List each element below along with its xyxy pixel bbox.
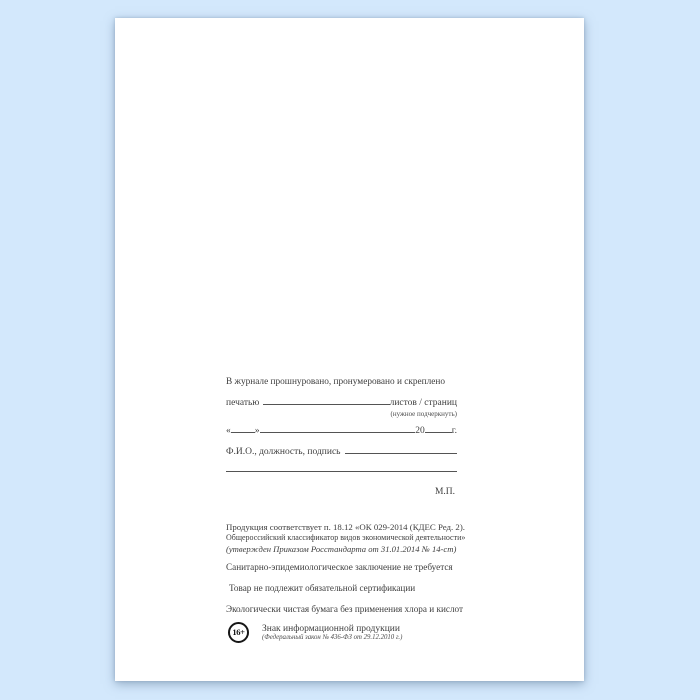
signer-label: Ф.И.О., должность, подпись <box>226 447 341 457</box>
year-prefix: 20 <box>415 426 425 436</box>
info-sign-label: Знак информационной продукции <box>262 624 400 634</box>
certification-text-block <box>226 18 466 681</box>
sanitary-statement: Санитарно-эпидемиологическое заключение не требуется <box>226 562 453 572</box>
product-compliance-line2: Общероссийский классификатор видов экономической деятельности» <box>226 533 466 542</box>
seal-sheets-row <box>226 398 457 409</box>
year-suffix: г. <box>451 426 457 436</box>
year-blank <box>425 429 452 433</box>
journal-back-page <box>115 18 584 681</box>
sheets-count-blank <box>263 401 389 405</box>
binding-statement: В журнале прошнуровано, пронумеровано и скреплено <box>226 377 446 387</box>
info-sign-text <box>262 622 402 642</box>
close-quote: » <box>254 426 260 436</box>
product-compliance-line3: (утвержден Приказом Росстандарта от 31.01.2014 № 14-ст) <box>226 544 457 554</box>
month-blank <box>260 429 416 433</box>
ecology-statement: Экологически чистая бумага без применения хлора и кислот <box>226 604 464 614</box>
certification-statement: Товар не подлежит обязательной сертификации <box>229 583 416 593</box>
underline-note: (нужное подчеркнуть) <box>390 410 457 418</box>
info-sign-row <box>226 622 457 643</box>
signature-blank <box>345 450 458 454</box>
info-sign-law-reference: (Федеральный закон № 436-ФЗ от 29.12.2010 г.) <box>262 634 403 641</box>
seal-prefix-label: печатью <box>226 398 260 408</box>
age-rating-16plus-icon: 16+ <box>228 622 249 643</box>
product-compliance-line1: Продукция соответствует п. 18.12 «ОК 029-2014 (КДЕС Ред. 2). <box>226 522 465 532</box>
signature-continuation-blank <box>226 471 457 472</box>
stamp-place-abbr: М.П. <box>434 487 455 497</box>
open-quote: « <box>226 426 231 436</box>
date-row <box>226 426 457 437</box>
sheets-pages-label: листов / страниц <box>389 398 457 408</box>
day-blank <box>231 429 255 433</box>
signer-row <box>226 447 457 458</box>
